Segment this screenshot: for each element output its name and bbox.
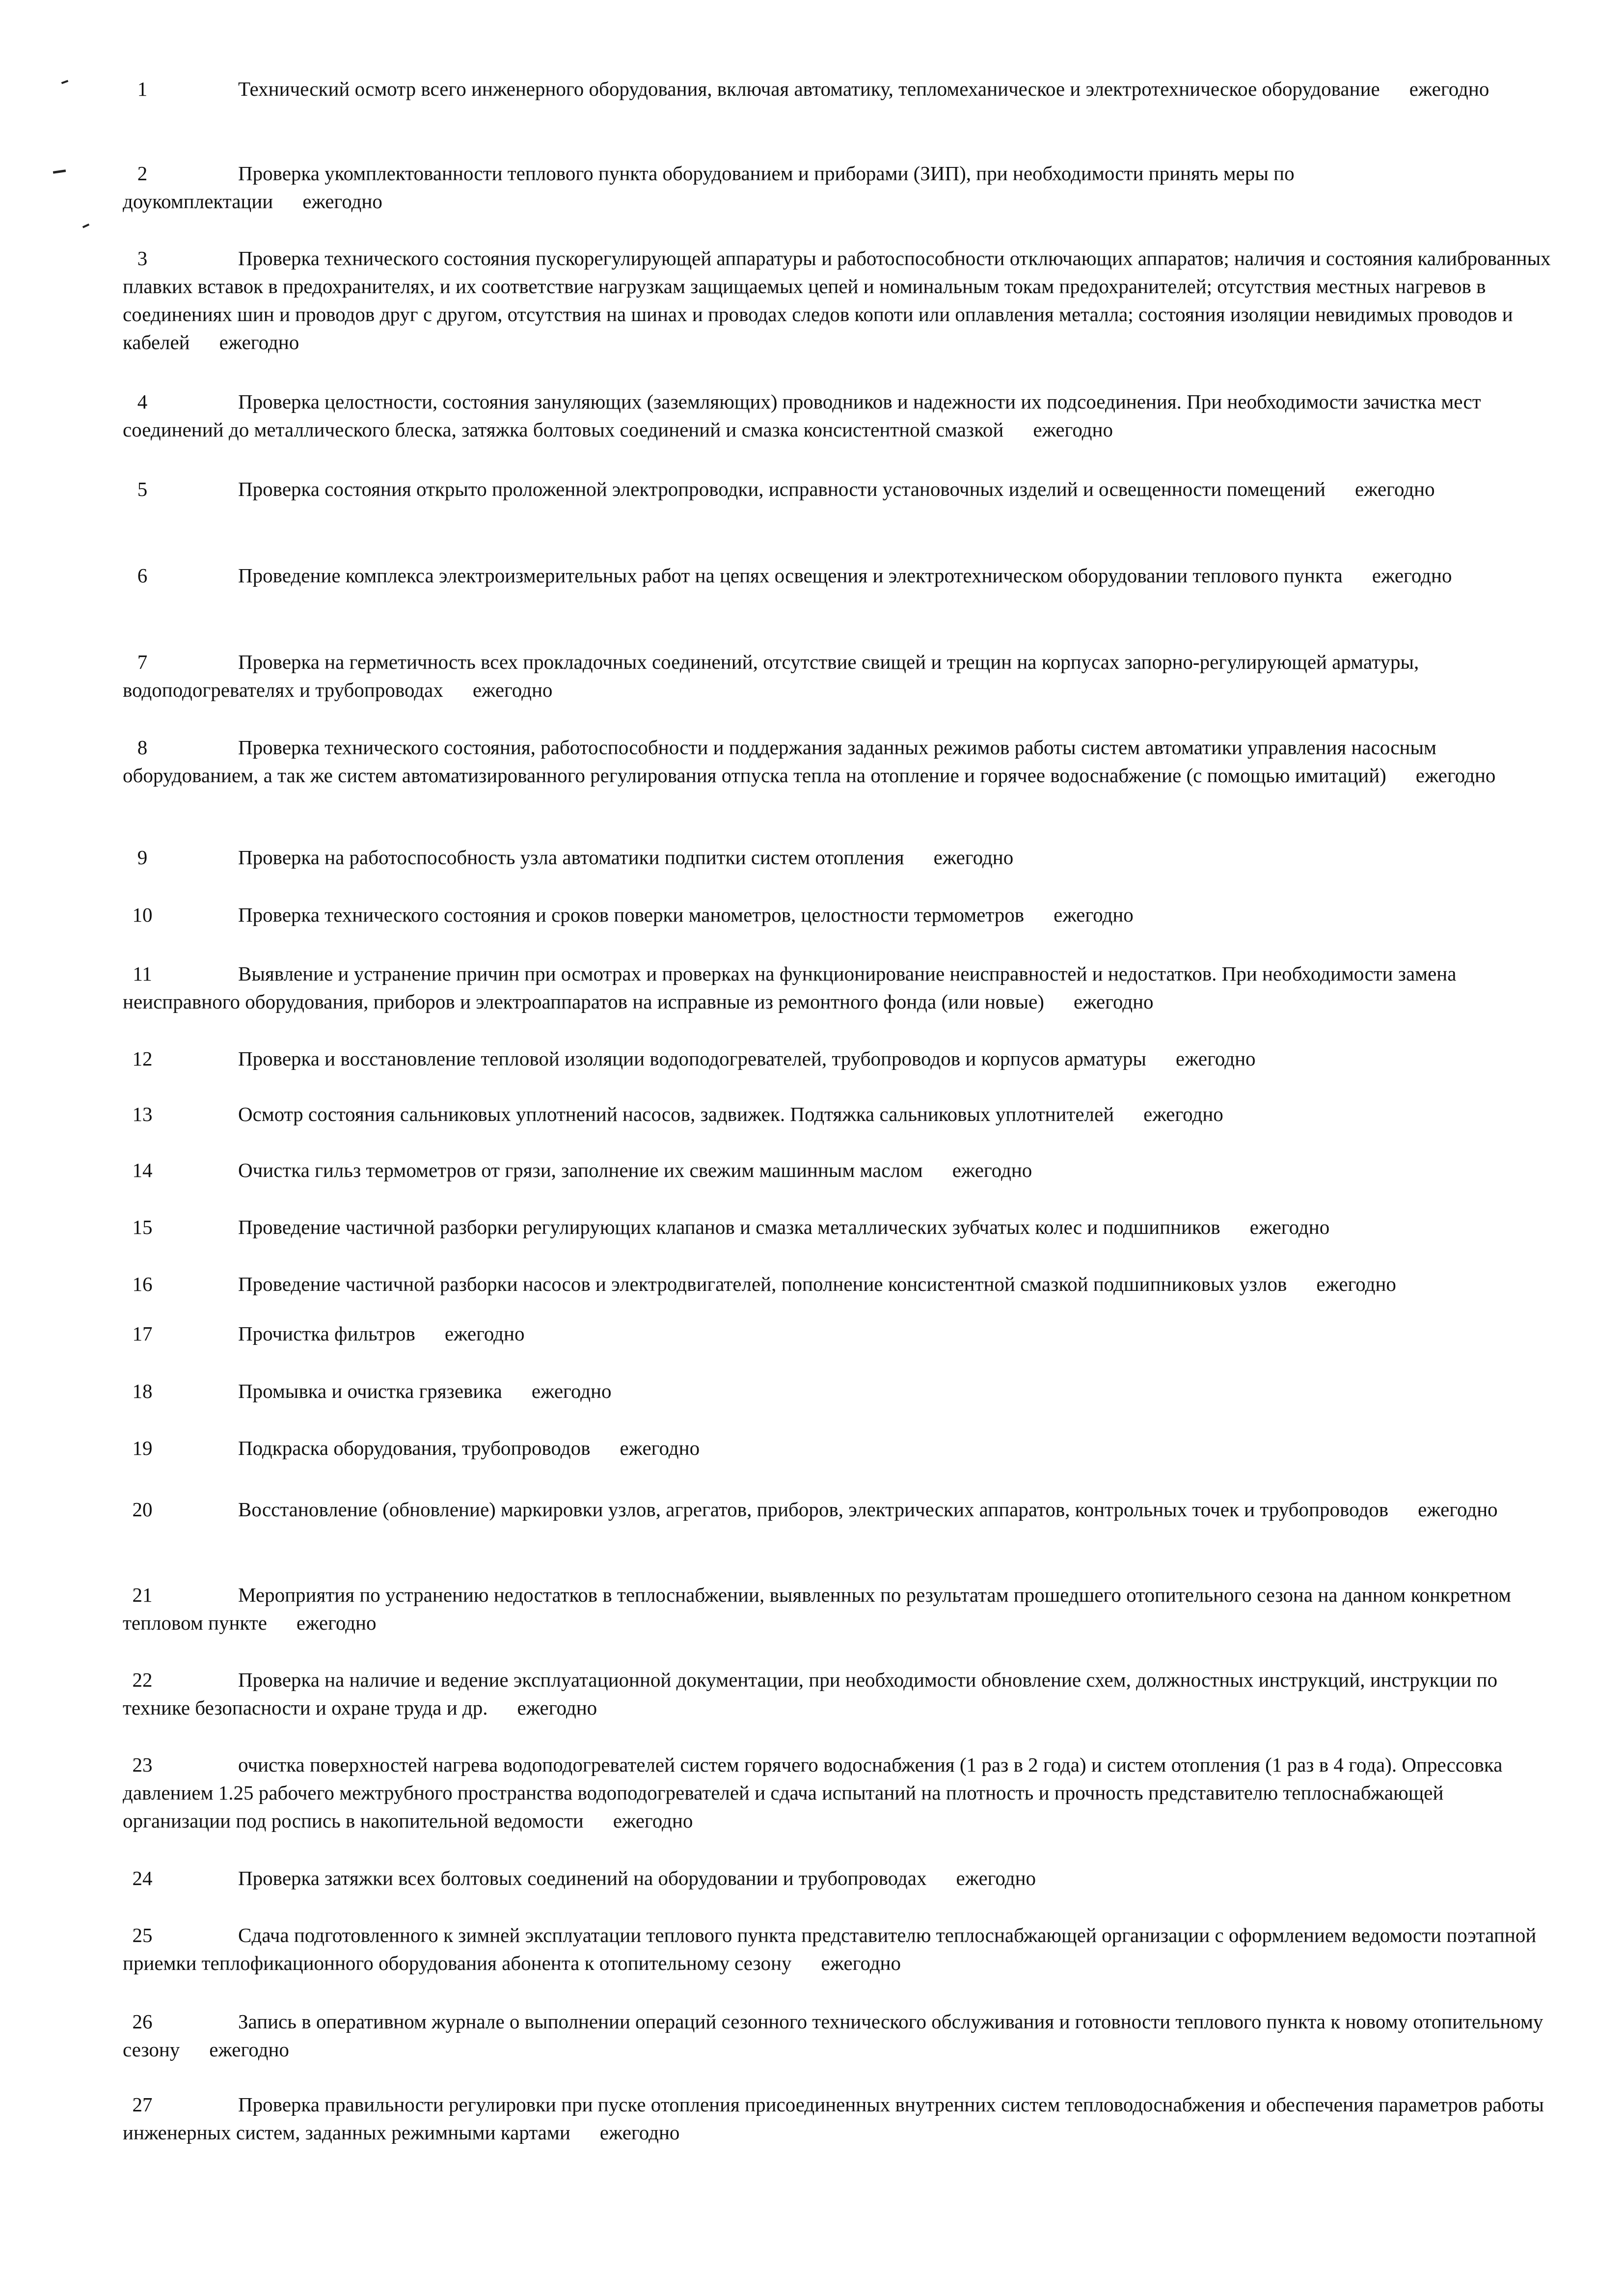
task-description [123, 1045, 1556, 1073]
task-frequency: ежегодно [517, 1696, 597, 1719]
task-description [123, 1864, 1556, 1892]
task-description [123, 1666, 1556, 1722]
task-item [123, 1666, 1556, 1722]
task-description [123, 1496, 1556, 1524]
task-description [123, 2091, 1556, 2147]
task-number: 18 [132, 1380, 153, 1402]
task-item [123, 901, 1556, 929]
task-number: 24 [132, 1867, 153, 1889]
task-description [123, 734, 1556, 790]
task-number: 4 [137, 390, 148, 413]
task-item [123, 562, 1556, 590]
task-description [123, 388, 1556, 444]
task-number: 9 [137, 846, 148, 869]
task-frequency: ежегодно [1409, 78, 1489, 100]
task-description [123, 562, 1556, 590]
task-text: Проверка правильности регулировки при пуске отопления присоединенных внутренних систем тепловодоснабжения и обеспечения параметров работы инженерных систем, заданных режимными картами [123, 2093, 1544, 2144]
task-item [123, 160, 1556, 216]
task-item [123, 1434, 1556, 1462]
task-text: Прочистка фильтров [238, 1322, 415, 1345]
task-text: Технический осмотр всего инженерного оборудования, включая автоматику, тепломеханическое и электротехническое оборудование [238, 78, 1380, 100]
task-item [123, 844, 1556, 872]
task-item [123, 1320, 1556, 1348]
task-frequency: ежегодно [302, 190, 382, 213]
task-description [123, 960, 1556, 1016]
task-text: Проведение комплекса электроизмерительных работ на цепях освещения и электротехническом оборудовании теплового пункта [238, 564, 1343, 587]
task-frequency: ежегодно [1073, 990, 1154, 1013]
task-text: Проверка состояния открыто проложенной электропроводки, исправности установочных изделий и освещенности помещений [238, 478, 1325, 500]
task-frequency: ежегодно [1415, 764, 1496, 787]
task-item [123, 1377, 1556, 1405]
task-description [123, 1213, 1556, 1241]
task-number: 2 [137, 162, 148, 185]
task-number: 20 [132, 1498, 153, 1521]
task-number: 14 [132, 1159, 153, 1181]
scan-mark [53, 169, 66, 174]
task-item [123, 1496, 1556, 1524]
task-frequency: ежегодно [933, 846, 1014, 869]
task-frequency: ежегодно [472, 679, 553, 701]
task-description [123, 160, 1556, 216]
task-text: Проверка на герметичность всех прокладочных соединений, отсутствие свищей и трещин на корпусах запорно-регулирующей арматуры, водоподогревателях и трубопроводах [123, 651, 1419, 701]
task-frequency: ежегодно [1372, 564, 1452, 587]
task-item [123, 1581, 1556, 1637]
task-number: 6 [137, 564, 148, 587]
task-number: 15 [132, 1216, 153, 1238]
task-item [123, 75, 1556, 103]
task-frequency: ежегодно [956, 1867, 1036, 1889]
task-number: 13 [132, 1103, 153, 1125]
task-text: Проверка и восстановление тепловой изоляции водоподогревателей, трубопроводов и корпусов арматуры [238, 1047, 1146, 1070]
task-frequency: ежегодно [209, 2038, 289, 2061]
task-description [123, 1156, 1556, 1184]
task-item [123, 648, 1556, 704]
task-description [123, 844, 1556, 872]
task-frequency: ежегодно [1175, 1047, 1256, 1070]
scan-mark [82, 223, 89, 228]
task-description [123, 1751, 1556, 1835]
task-number: 3 [137, 247, 148, 270]
task-number: 25 [132, 1924, 153, 1946]
task-number: 19 [132, 1437, 153, 1459]
task-item [123, 245, 1556, 356]
task-text: Проверка технического состояния пускорегулирующей аппаратуры и работоспособности отключающих аппаратов; наличия и состояния калиброванных плавких вставок в предохранителях, и их соответствие нагрузкам защищаемых цепей и номинальным токам предохранителей; отсутствия местных нагревов в соединениях шин и проводов друг с другом, отсутствия на шинах и проводах следов копоти или оплавления металла; состояния изоляции невидимых проводов и кабелей [123, 247, 1551, 354]
task-frequency: ежегодно [1143, 1103, 1223, 1125]
task-item [123, 1921, 1556, 1977]
task-number: 27 [132, 2093, 153, 2116]
task-frequency: ежегодно [1354, 478, 1435, 500]
task-description [123, 901, 1556, 929]
task-description [123, 75, 1556, 103]
task-item [123, 2091, 1556, 2147]
task-text: Проверка целостности, состояния зануляющих (заземляющих) проводников и надежности их подсоединения. При необходимости зачистка мест соединений до металлического блеска, затяжка болтовых соединений и смазка консистентной смазкой [123, 390, 1481, 441]
task-item [123, 1270, 1556, 1298]
task-frequency: ежегодно [952, 1159, 1032, 1181]
task-text: Мероприятия по устранению недостатков в теплоснабжении, выявленных по результатам прошедшего отопительного сезона на данном конкретном тепловом пункте [123, 1584, 1511, 1634]
task-number: 21 [132, 1584, 153, 1606]
task-item [123, 1213, 1556, 1241]
task-frequency: ежегодно [219, 331, 299, 354]
task-number: 7 [137, 651, 148, 673]
task-text: Проведение частичной разборки регулирующих клапанов и смазка металлических зубчатых колес и подшипников [238, 1216, 1220, 1238]
task-item [123, 475, 1556, 503]
task-number: 16 [132, 1273, 153, 1295]
task-number: 8 [137, 736, 148, 759]
task-number: 17 [132, 1322, 153, 1345]
task-frequency: ежегодно [1054, 903, 1134, 926]
task-item [123, 1156, 1556, 1184]
task-description [123, 245, 1556, 356]
task-text: Восстановление (обновление) маркировки узлов, агрегатов, приборов, электрических аппаратов, контрольных точек и трубопроводов [238, 1498, 1389, 1521]
task-number: 22 [132, 1668, 153, 1691]
task-text: Проведение частичной разборки насосов и электродвигателей, пополнение консистентной смазкой подшипниковых узлов [238, 1273, 1287, 1295]
task-frequency: ежегодно [1316, 1273, 1396, 1295]
task-text: Подкраска оборудования, трубопроводов [238, 1437, 591, 1459]
task-frequency: ежегодно [599, 2121, 680, 2144]
task-text: Запись в оперативном журнале о выполнении операций сезонного технического обслуживания и готовности теплового пункта к новому отопительному сезону [123, 2010, 1543, 2061]
task-text: Проверка технического состояния и сроков поверки манометров, целостности термометров [238, 903, 1025, 926]
task-item [123, 388, 1556, 444]
task-description [123, 1581, 1556, 1637]
task-frequency: ежегодно [821, 1952, 901, 1974]
task-frequency: ежегодно [1249, 1216, 1330, 1238]
task-description [123, 1100, 1556, 1128]
task-frequency: ежегодно [444, 1322, 525, 1345]
task-description [123, 1320, 1556, 1348]
scan-mark [61, 80, 69, 84]
task-number: 5 [137, 478, 148, 500]
task-text: Проверка технического состояния, работоспособности и поддержания заданных режимов работы систем автоматики управления насосным оборудованием, а так же систем автоматизированного регулирования отпуска тепла на отопление и горячее водоснабжение (с помощью имитаций) [123, 736, 1436, 787]
task-number: 1 [137, 78, 148, 100]
task-text: очистка поверхностей нагрева водоподогревателей систем горячего водоснабжения (1 раз в 2 года) и систем отопления (1 раз в 4 года). Опрессовка давлением 1.25 рабочего межтрубного пространства водоподогревателей и сдача испытаний на плотность и прочность представителю теплоснабжающей организации под роспись в накопительной ведомости [123, 1753, 1503, 1832]
task-text: Осмотр состояния сальниковых уплотнений насосов, задвижек. Подтяжка сальниковых уплотнителей [238, 1103, 1114, 1125]
task-text: Промывка и очистка грязевика [238, 1380, 502, 1402]
task-item [123, 1864, 1556, 1892]
task-description [123, 648, 1556, 704]
task-text: Выявление и устранение причин при осмотрах и проверках на функционирование неисправностей и недостатков. При необходимости замена неисправного оборудования, приборов и электроаппаратов на исправные из ремонтного фонда (или новые) [123, 962, 1457, 1013]
task-frequency: ежегодно [1418, 1498, 1498, 1521]
task-item [123, 1045, 1556, 1073]
task-number: 12 [132, 1047, 153, 1070]
task-description [123, 1434, 1556, 1462]
task-item [123, 2008, 1556, 2064]
task-description [123, 475, 1556, 503]
task-description [123, 1921, 1556, 1977]
task-item [123, 1751, 1556, 1835]
task-item [123, 734, 1556, 790]
task-frequency: ежегодно [613, 1809, 693, 1832]
task-number: 23 [132, 1753, 153, 1776]
task-frequency: ежегодно [620, 1437, 700, 1459]
task-frequency: ежегодно [531, 1380, 612, 1402]
task-item [123, 1100, 1556, 1128]
task-description [123, 1270, 1556, 1298]
task-text: Проверка затяжки всех болтовых соединений на оборудовании и трубопроводах [238, 1867, 927, 1889]
task-text: Проверка укомплектованности теплового пункта оборудованием и приборами (ЗИП), при необходимости принять меры по доукомплектации [123, 162, 1295, 213]
task-number: 10 [132, 903, 153, 926]
task-number: 11 [133, 962, 152, 985]
task-frequency: ежегодно [1033, 418, 1113, 441]
task-description [123, 1377, 1556, 1405]
task-text: Проверка на наличие и ведение эксплуатационной документации, при необходимости обновление схем, должностных инструкций, инструкции по технике безопасности и охране труда и др. [123, 1668, 1498, 1719]
task-description [123, 2008, 1556, 2064]
task-frequency: ежегодно [296, 1612, 377, 1634]
task-item [123, 960, 1556, 1016]
task-text: Сдача подготовленного к зимней эксплуатации теплового пункта представителю теплоснабжающей организации с оформлением ведомости поэтапной приемки теплофикационного оборудования абонента к отопительному сезону [123, 1924, 1537, 1974]
task-number: 26 [132, 2010, 153, 2033]
task-text: Очистка гильз термометров от грязи, заполнение их свежим машинным маслом [238, 1159, 923, 1181]
task-text: Проверка на работоспособность узла автоматики подпитки систем отопления [238, 846, 904, 869]
